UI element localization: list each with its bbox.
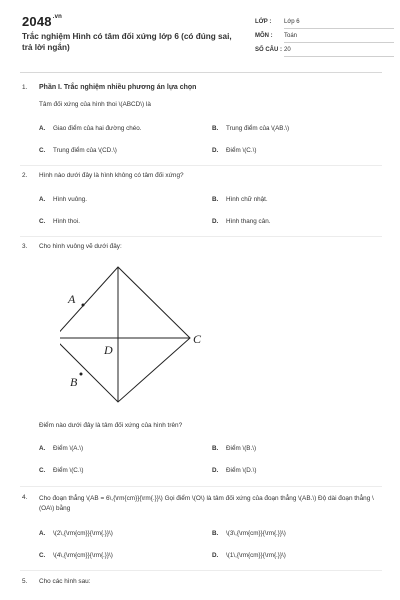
option-letter: B. [212, 530, 219, 537]
meta-class-label: LỚP : [255, 19, 272, 25]
option-text: Điểm \(D.\) [226, 467, 257, 474]
square-figure [60, 265, 210, 405]
document-header [0, 0, 400, 70]
option-letter: D. [212, 218, 219, 225]
question-text: Cho các hình sau: [39, 578, 91, 585]
option-text: Điểm \(B.\) [226, 445, 257, 452]
question-1-text: Tâm đối xứng của hình thoi \(ABCD\) là [39, 101, 151, 108]
option-text: Giao điểm của hai đường chéo. [53, 125, 142, 132]
square-outline [60, 267, 190, 402]
logo-text: 2048 [22, 14, 52, 29]
meta-count-value: 20 [284, 47, 394, 57]
option-text: \(1\,{\rm{cm}}{\rm{.}}\) [226, 552, 286, 559]
point-b-dot [80, 373, 83, 376]
question-number: 4. [22, 494, 28, 501]
option-letter: C. [39, 552, 46, 559]
option-text: \(3\,{\rm{cm}}{\rm{.}}\) [226, 530, 286, 537]
option-text: Điểm \(C.\) [226, 147, 257, 154]
question-text: Cho hình vuông vẽ dưới đây: [39, 243, 122, 250]
question-number: 5. [22, 578, 28, 585]
question-text: Hình nào dưới đây là hình không có tâm đối xứng? [39, 172, 184, 179]
document-title: Trắc nghiệm Hình có tâm đối xứng lớp 6 (có đúng sai, trả lời ngắn) [22, 32, 232, 52]
meta-count-label: SỐ CÂU : [255, 47, 282, 53]
logo-suffix: .vn [52, 14, 63, 20]
option-letter: A. [39, 445, 46, 452]
option-letter: B. [212, 445, 219, 452]
option-letter: A. [39, 125, 46, 132]
question-number: 3. [22, 243, 28, 250]
option-text: Điểm \(A.\) [53, 445, 84, 452]
point-a-dot [82, 304, 85, 307]
option-letter: C. [39, 147, 46, 154]
question-3-prompt: Điểm nào dưới đây là tâm đối xứng của hình trên? [39, 422, 183, 429]
option-letter: C. [39, 467, 46, 474]
option-letter: C. [39, 218, 46, 225]
meta-subject-value: Toán [284, 33, 394, 43]
question-number: 1. [22, 84, 28, 91]
label-d: D [104, 343, 113, 357]
label-b: B [70, 375, 78, 389]
option-text: \(4\,{\rm{cm}}{\rm{.}}\) [53, 552, 113, 559]
meta-subject-label: MÔN : [255, 33, 273, 39]
question-divider [20, 486, 382, 487]
option-letter: D. [212, 467, 219, 474]
question-divider [20, 236, 382, 237]
option-text: Hình chữ nhật. [226, 196, 268, 203]
option-text: Trung điểm của \(CD.\) [53, 147, 117, 154]
option-text: Hình vuông. [53, 196, 87, 203]
label-a: A [68, 292, 76, 306]
site-logo[interactable] [22, 14, 62, 29]
question-divider [20, 570, 382, 571]
question-text: Cho đoạn thẳng \(AB = 6\,{\rm{cm}}{\rm{.}}\) Gọi điểm \(O\) là tâm đối xứng của đoạn thẳng \(AB.\) Độ dài đoạn thẳng \(OA\) bằng [39, 495, 374, 512]
question-divider [20, 165, 382, 166]
option-letter: A. [39, 196, 46, 203]
option-text: Hình thang cân. [226, 218, 271, 225]
option-text: Điểm \(C.\) [53, 467, 84, 474]
option-text: Hình thoi. [53, 218, 80, 225]
header-divider [20, 72, 382, 73]
meta-class-value: Lớp 6 [284, 19, 394, 29]
option-letter: D. [212, 147, 219, 154]
option-text: \(2\,{\rm{cm}}{\rm{.}}\) [53, 530, 113, 537]
option-letter: B. [212, 196, 219, 203]
option-text: Trung điểm của \(AB.\) [226, 125, 290, 132]
option-letter: B. [212, 125, 219, 132]
label-c: C [193, 332, 202, 346]
option-letter: D. [212, 552, 219, 559]
option-letter: A. [39, 530, 46, 537]
section-heading: Phần I. Trắc nghiệm nhiều phương án lựa chọn [39, 84, 197, 91]
question-number: 2. [22, 172, 28, 179]
